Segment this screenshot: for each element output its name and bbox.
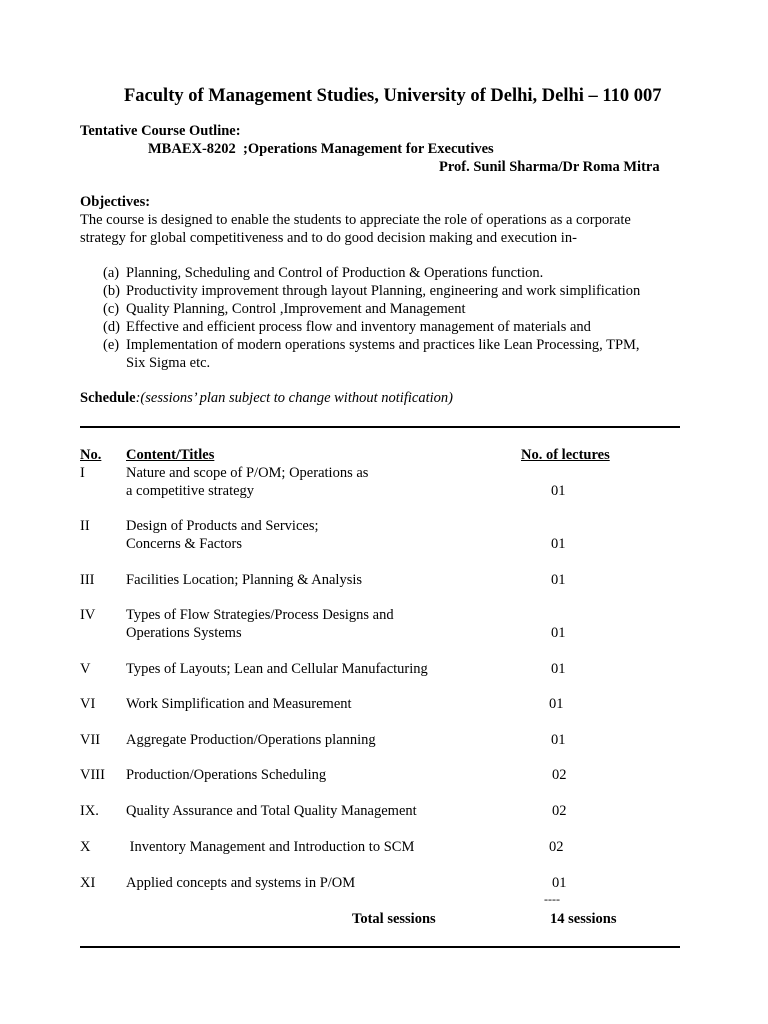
- row-content: Work Simplification and Measurement: [126, 696, 352, 712]
- row-number: VII: [80, 732, 101, 748]
- schedule-line: [80, 389, 453, 407]
- row-lectures: 02: [549, 839, 564, 855]
- instructors: Prof. Sunil Sharma/Dr Roma Mitra: [439, 159, 660, 175]
- row-number: VI: [80, 696, 96, 712]
- objective-letter: (b): [103, 283, 120, 299]
- objectives-heading: Objectives:: [80, 194, 151, 210]
- objectives-intro-line1: The course is designed to enable the students to appreciate the role of operations as a corporate: [80, 212, 631, 228]
- objective-text: Planning, Scheduling and Control of Production & Operations function.: [126, 265, 544, 281]
- row-lectures: 01: [552, 875, 567, 891]
- row-lectures: 02: [552, 803, 567, 819]
- row-number: XI: [80, 875, 96, 891]
- row-lectures: 01: [551, 483, 566, 499]
- total-separator: ----: [544, 892, 560, 906]
- row-number: III: [80, 572, 95, 588]
- table-bottom-rule: [80, 946, 680, 948]
- row-number: I: [80, 465, 85, 481]
- col-header-no: No.: [80, 447, 102, 463]
- row-number: VIII: [80, 767, 105, 783]
- row-number: V: [80, 661, 91, 677]
- row-content: Concerns & Factors: [126, 536, 242, 552]
- row-number: IX.: [80, 803, 99, 819]
- row-lectures: 01: [549, 696, 564, 712]
- row-lectures: 02: [552, 767, 567, 783]
- row-number: X: [80, 839, 91, 855]
- objectives-intro-line2: strategy for global competitiveness and to do good decision making and execution in-: [80, 230, 577, 246]
- row-lectures: 01: [551, 732, 566, 748]
- row-content: Production/Operations Scheduling: [126, 767, 327, 783]
- objective-letter: (a): [103, 265, 120, 281]
- col-header-lectures: No. of lectures: [521, 447, 610, 463]
- table-top-rule: [80, 426, 680, 428]
- objective-text: Implementation of modern operations systems and practices like Lean Processing, TPM,: [126, 337, 640, 353]
- row-content: Operations Systems: [126, 625, 242, 641]
- schedule-note: :(sessions’ plan subject to change without notification): [135, 390, 453, 406]
- row-content: Types of Flow Strategies/Process Designs and: [126, 607, 394, 623]
- row-lectures: 01: [551, 625, 566, 641]
- row-number: II: [80, 518, 90, 534]
- row-content: Aggregate Production/Operations planning: [126, 732, 376, 748]
- outline-label: Tentative Course Outline:: [80, 123, 241, 139]
- course-code-title: MBAEX-8202 ;Operations Management for Executives: [148, 141, 494, 157]
- row-content: Design of Products and Services;: [126, 518, 319, 534]
- objective-text: Productivity improvement through layout Planning, engineering and work simplification: [126, 283, 641, 299]
- row-number: IV: [80, 607, 96, 623]
- row-content: Applied concepts and systems in P/OM: [126, 875, 356, 891]
- schedule-label: Schedule: [80, 390, 136, 406]
- row-lectures: 01: [551, 572, 566, 588]
- objective-letter: (c): [103, 301, 120, 317]
- total-label: Total sessions: [352, 911, 436, 927]
- objective-text: Six Sigma etc.: [126, 355, 211, 371]
- row-content: Types of Layouts; Lean and Cellular Manufacturing: [126, 661, 428, 677]
- row-lectures: 01: [551, 536, 566, 552]
- row-content: a competitive strategy: [126, 483, 255, 499]
- total-value: 14 sessions: [550, 911, 617, 927]
- row-content: Inventory Management and Introduction to SCM: [126, 839, 415, 855]
- row-content: Quality Assurance and Total Quality Management: [126, 803, 417, 819]
- objective-text: Effective and efficient process flow and inventory management of materials and: [126, 319, 591, 335]
- col-header-content: Content/Titles: [126, 447, 215, 463]
- row-content: Nature and scope of P/OM; Operations as: [126, 465, 369, 481]
- row-content: Facilities Location; Planning & Analysis: [126, 572, 363, 588]
- row-lectures: 01: [551, 661, 566, 677]
- objective-letter: (e): [103, 337, 120, 353]
- objective-letter: (d): [103, 319, 120, 335]
- objective-text: Quality Planning, Control ,Improvement and Management: [126, 301, 466, 317]
- page-title: Faculty of Management Studies, University of Delhi, Delhi – 110 007: [124, 86, 662, 106]
